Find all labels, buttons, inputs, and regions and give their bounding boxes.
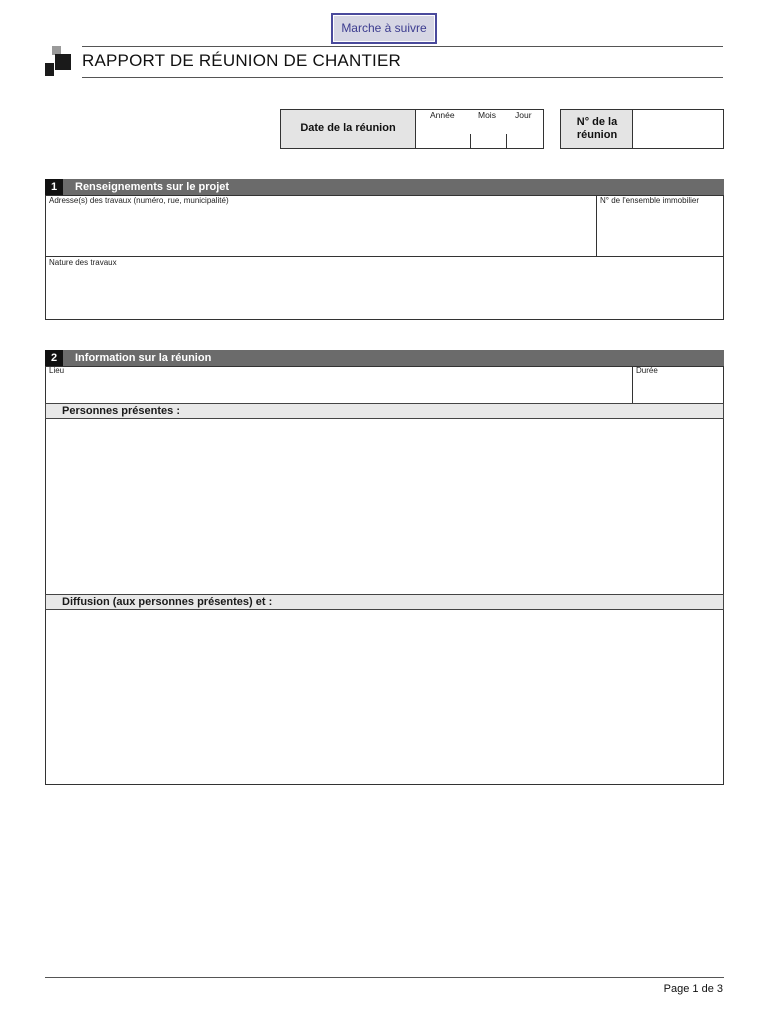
section-2-number: 2 <box>45 350 63 366</box>
complex-number-label: N° de l'ensemble immobilier <box>600 196 699 205</box>
place-label: Lieu <box>49 366 65 375</box>
address-label: Adresse(s) des travaux (numéro, rue, municipalité) <box>49 196 229 205</box>
year-label: Année <box>430 110 455 120</box>
section-1-title: Renseignements sur le projet <box>75 181 230 193</box>
duration-field[interactable] <box>633 376 723 403</box>
logo-square-dark-icon <box>55 54 71 70</box>
meeting-date-input[interactable] <box>417 122 543 148</box>
logo-square-small-icon <box>45 63 54 76</box>
page-title: RAPPORT DE RÉUNION DE CHANTIER <box>82 51 401 70</box>
meeting-number-label: N° de la réunion <box>576 116 618 141</box>
complex-number-field[interactable] <box>597 206 723 255</box>
distribution-header: Diffusion (aux personnes présentes) et : <box>45 594 724 610</box>
attendees-header: Personnes présentes : <box>45 403 724 419</box>
footer-rule <box>45 977 724 978</box>
section-1-row-divider <box>45 256 724 257</box>
title-bottom-rule <box>82 77 723 78</box>
work-nature-field[interactable] <box>46 268 723 319</box>
day-label: Jour <box>515 110 532 120</box>
page-number: Page 1 de 3 <box>663 983 723 995</box>
month-label: Mois <box>478 110 496 120</box>
place-field[interactable] <box>46 376 631 403</box>
title-top-rule <box>82 46 723 47</box>
meeting-number-input[interactable] <box>634 110 723 148</box>
work-nature-label: Nature des travaux <box>49 258 117 267</box>
section-2-title: Information sur la réunion <box>75 352 212 364</box>
section-1-number: 1 <box>45 179 63 195</box>
section-2-header <box>45 350 724 366</box>
meeting-date-label: Date de la réunion <box>300 122 396 134</box>
distribution-field[interactable] <box>46 611 723 784</box>
attendees-field[interactable] <box>46 420 723 593</box>
section-1-header <box>45 179 724 195</box>
duration-label: Durée <box>636 366 658 375</box>
procedure-button[interactable]: Marche à suivre <box>331 13 437 44</box>
address-field[interactable] <box>46 206 595 255</box>
